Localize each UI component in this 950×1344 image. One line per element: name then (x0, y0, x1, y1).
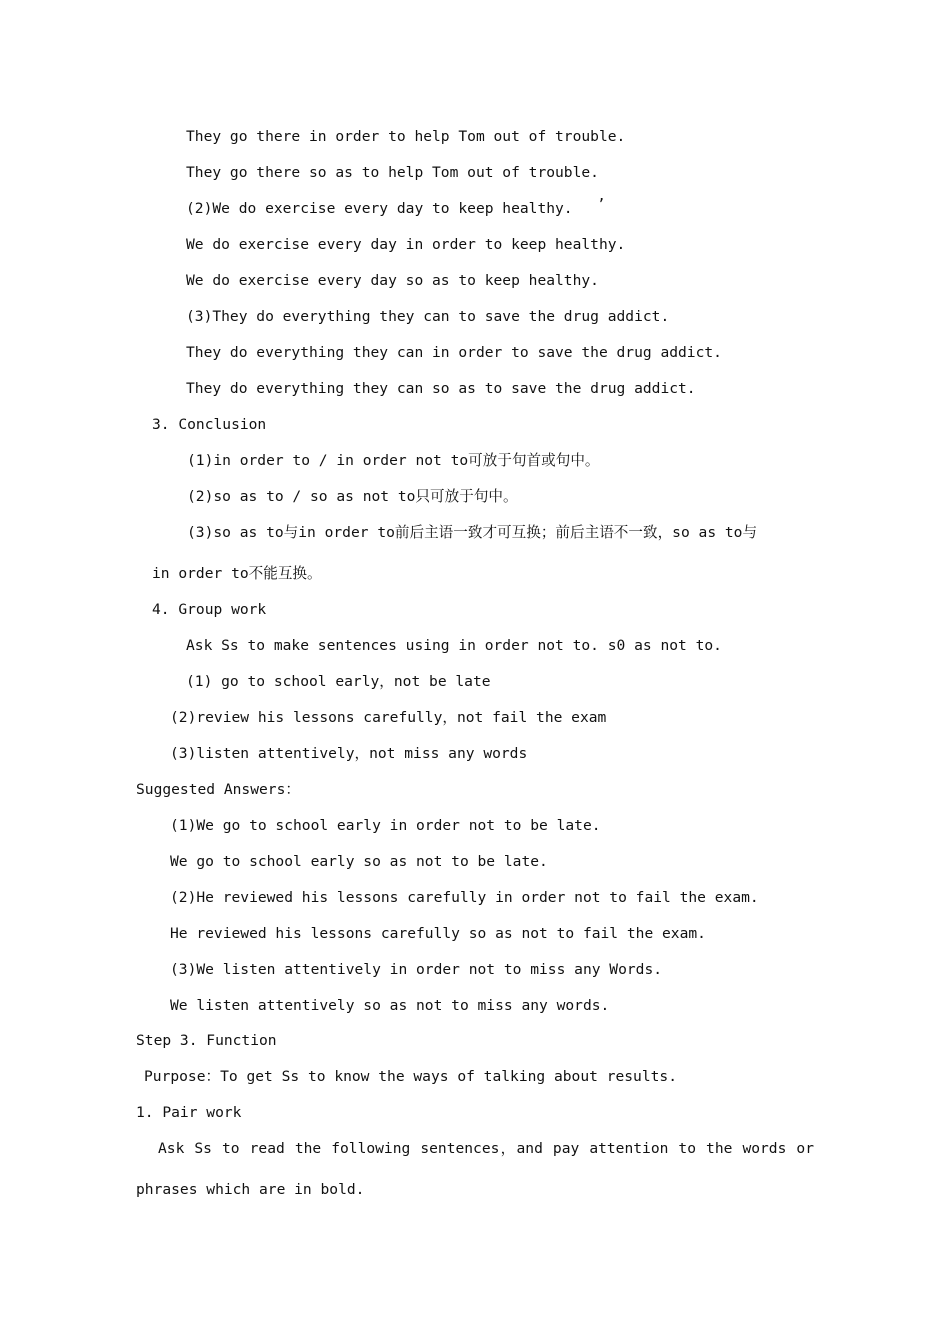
section-heading-suggested-answers: Suggested Answers： (136, 781, 300, 798)
instruction-paragraph-line: phrases which are in bold. (136, 1181, 365, 1198)
example-line: We do exercise every day in order to keep healthy. (186, 236, 626, 253)
example-line: They do everything they can so as to save the drug addict. (186, 380, 696, 397)
conclusion-point-continued: in order to不能互换。 (152, 565, 322, 582)
section-heading-conclusion: 3. Conclusion (152, 416, 267, 433)
answer-line: We listen attentively so as not to miss any words. (170, 997, 610, 1014)
conclusion-point: (1)in order to / in order not to可放于句首或句中。 (187, 452, 600, 469)
section-heading-pair-work: 1. Pair work (136, 1104, 242, 1121)
exercise-item: (1) go to school early，not be late (186, 673, 491, 690)
answer-line: He reviewed his lessons carefully so as not to fail the exam. (170, 925, 706, 942)
answer-line: (3)We listen attentively in order not to miss any Words. (170, 961, 663, 978)
answer-line: We go to school early so as not to be late. (170, 853, 548, 870)
instruction-paragraph-line: Ask Ss to read the following sentences，and pay attention to the words or (158, 1140, 814, 1157)
example-line: We do exercise every day so as to keep healthy. (186, 272, 599, 289)
answer-line: (2)He reviewed his lessons carefully in order not to fail the exam. (170, 889, 759, 906)
answer-line: (1)We go to school early in order not to be late. (170, 817, 601, 834)
exercise-item: (3)listen attentively，not miss any words (170, 745, 528, 762)
example-line: They go there in order to help Tom out of trouble. (186, 128, 626, 145)
stray-mark: ’ (597, 197, 606, 213)
section-heading-step-3: Step 3. Function (136, 1032, 277, 1049)
exercise-item: (2)review his lessons carefully，not fail the exam (170, 709, 607, 726)
instruction-line: Ask Ss to make sentences using in order not to. s0 as not to. (186, 637, 722, 654)
example-line: They do everything they can in order to save the drug addict. (186, 344, 722, 361)
section-heading-group-work: 4. Group work (152, 601, 267, 618)
purpose-line: Purpose：To get Ss to know the ways of talking about results. (144, 1068, 677, 1085)
conclusion-point: (3)so as to与in order to前后主语一致才可互换；前后主语不一致，so as to与 (187, 524, 758, 541)
conclusion-point: (2)so as to / so as not to只可放于句中。 (187, 488, 518, 505)
example-line: (3)They do everything they can to save the drug addict. (186, 308, 670, 325)
example-line: (2)We do exercise every day to keep healthy. (186, 200, 573, 217)
example-line: They go there so as to help Tom out of trouble. (186, 164, 599, 181)
